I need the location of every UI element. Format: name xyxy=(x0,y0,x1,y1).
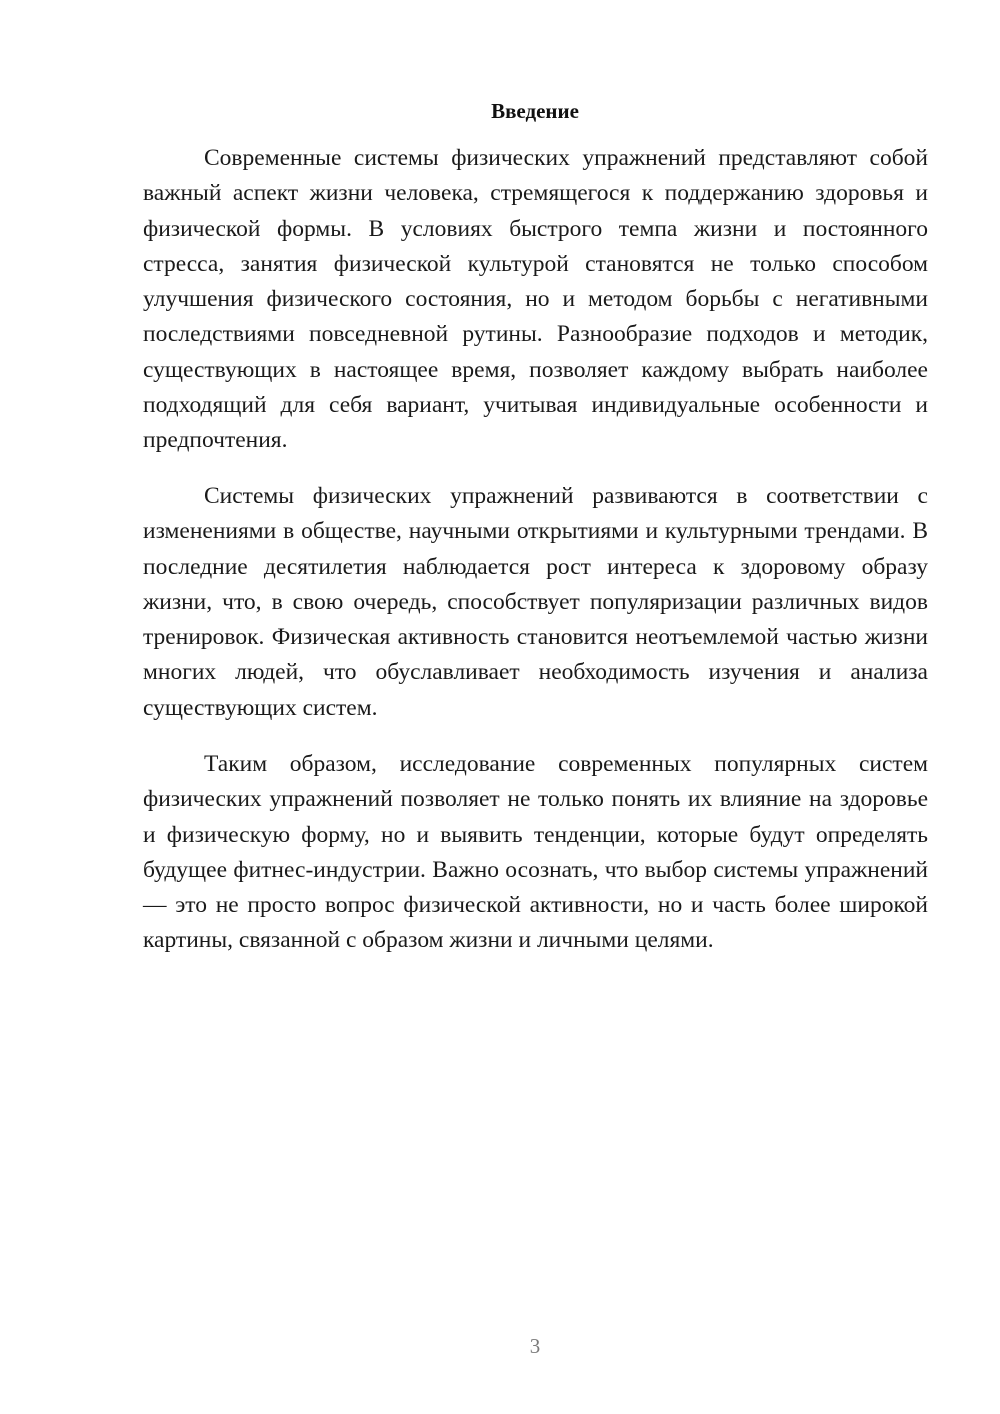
paragraph-3: Таким образом, исследование современных популярных систем физических упражнений позволяет не только понять их влияние на здоровье и физическую форму, но и выявить тенденции, которые будут определять будущее фитнес-индустрии. Важно осознать, что выбор системы упражнений — это не просто вопрос физической активности, но и часть более широкой картины, связанной с образом жизни и личными целями. xyxy=(143,751,928,954)
section-heading: Введение xyxy=(491,99,579,123)
paragraph-1: Современные системы физических упражнений представляют собой важный аспект жизни человека, стремящегося к поддержанию здоровья и физической формы. В условиях быстрого темпа жизни и постоянного стресса, занятия физической культурой становятся не только способом улучшения физического состояния, но и методом борьбы с негативными последствиями повседневной рутины. Разнообразие подходов и методик, существующих в настоящее время, позволяет каждому выбрать наиболее подходящий для себя вариант, учитывая индивидуальные особенности и предпочтения. xyxy=(143,145,928,454)
page-number: 3 xyxy=(529,1334,541,1358)
paragraph-2: Системы физических упражнений развиваются в соответствии с изменениями в обществе, научными открытиями и культурными трендами. В последние десятилетия наблюдается рост интереса к здоровому образу жизни, что, в свою очередь, способствует популяризации различных видов тренировок. Физическая активность становится неотъемлемой частью жизни многих людей, что обуславливает необходимость изучения и анализа существующих систем. xyxy=(143,483,928,721)
